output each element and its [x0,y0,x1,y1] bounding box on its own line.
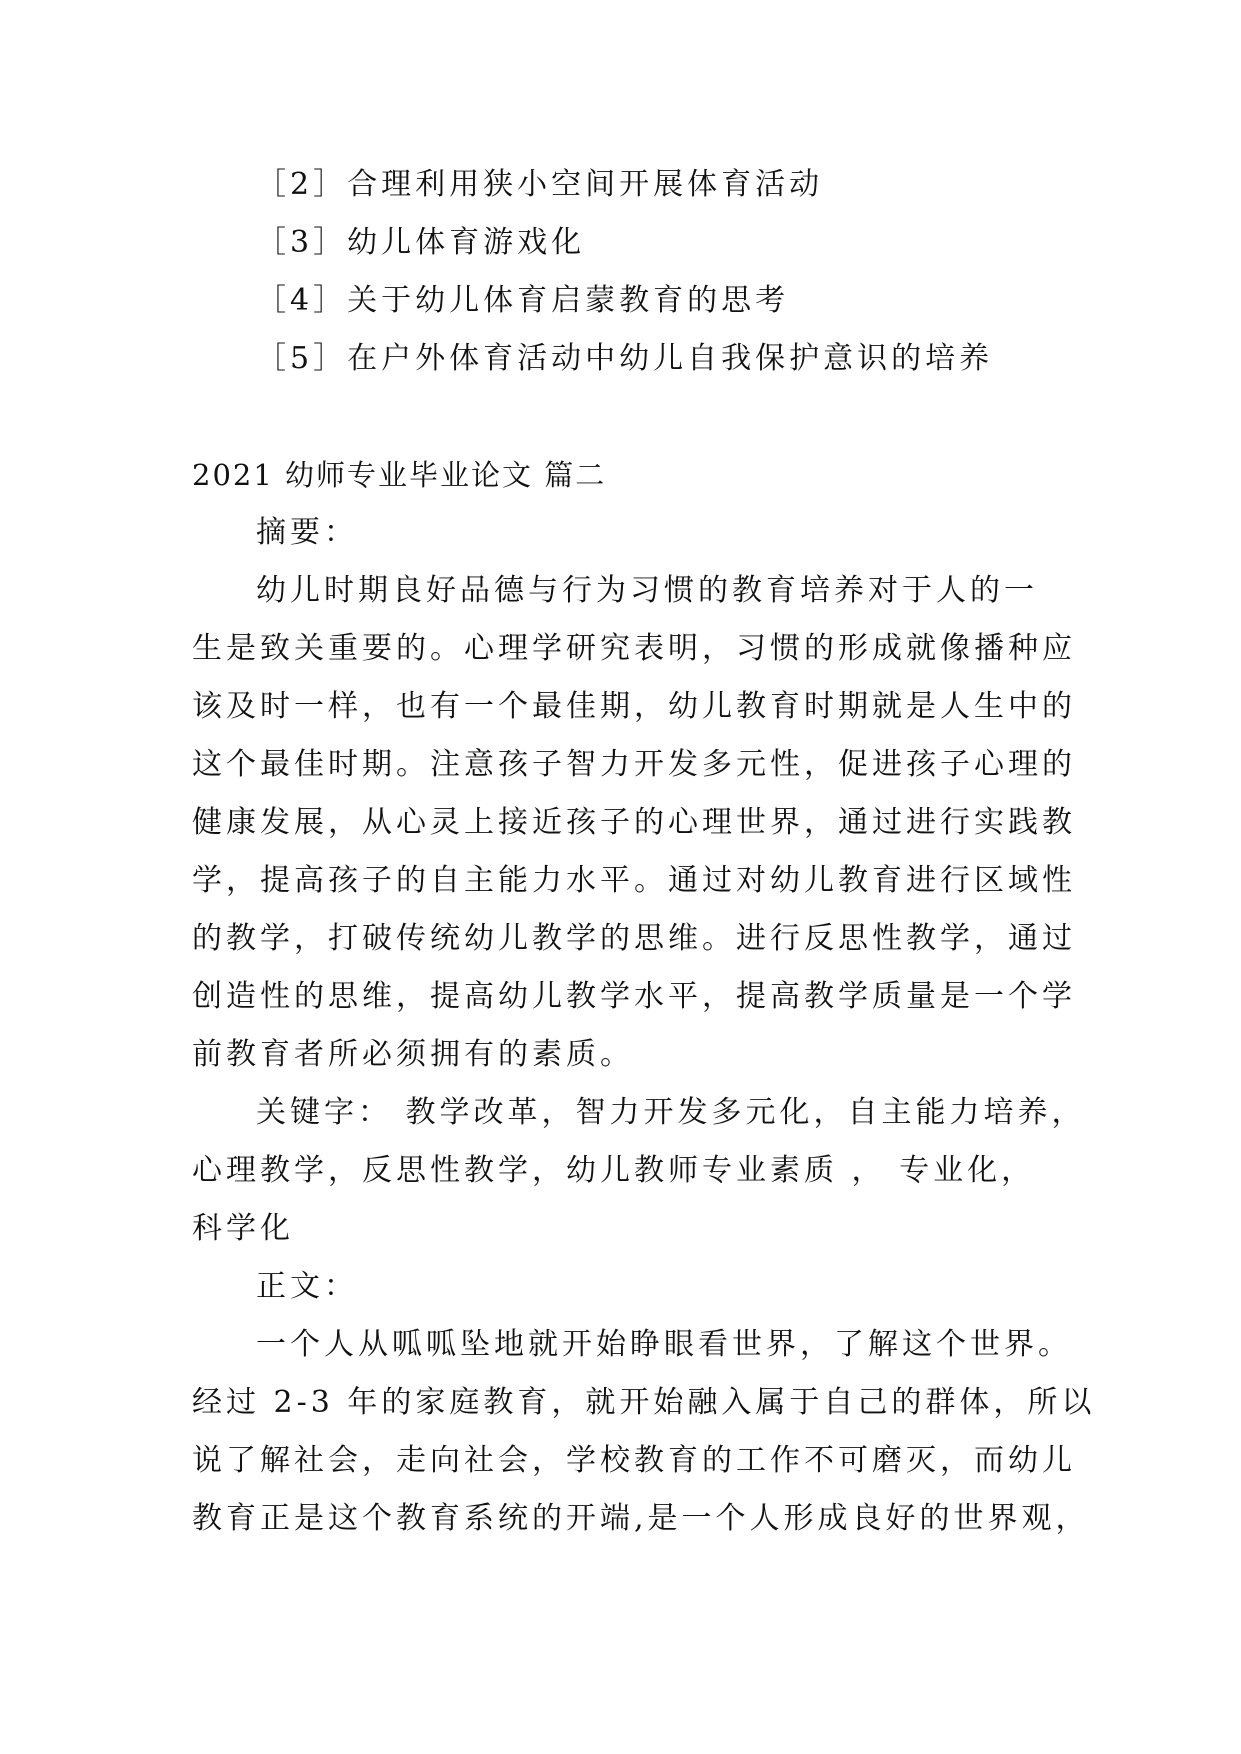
abstract-line: 生是致关重要的。心理学研究表明，习惯的形成就像播种应 [192,631,1076,666]
abstract-line: 学，提高孩子的自主能力水平。通过对幼儿教育进行区域性 [192,863,1076,898]
body-line: 教育正是这个教育系统的开端,是一个人形成良好的世界观， [192,1501,1090,1536]
body-line: 一个人从呱呱坠地就开始睁眼看世界，了解这个世界。 [256,1327,1072,1362]
abstract-line: 的教学，打破传统幼儿教学的思维。进行反思性教学，通过 [192,921,1076,956]
body-label: 正文： [256,1269,358,1304]
reference-item: ［5］在户外体育活动中幼儿自我保护意识的培养 [256,341,994,376]
keywords-line: 心理教学，反思性教学，幼儿教师专业素质 ， 专业化， [192,1153,1036,1188]
abstract-line: 这个最佳时期。注意孩子智力开发多元性，促进孩子心理的 [192,747,1076,782]
abstract-label: 摘要： [256,515,358,550]
reference-item: ［2］合理利用狭小空间开展体育活动 [256,167,824,202]
body-line: 说了解社会，走向社会，学校教育的工作不可磨灭，而幼儿 [192,1443,1076,1478]
reference-item: ［3］幼儿体育游戏化 [256,225,586,260]
abstract-line: 该及时一样，也有一个最佳期，幼儿教育时期就是人生中的 [192,689,1076,724]
section-title: 2021 幼师专业毕业论文 篇二 [192,458,607,492]
body-line: 经过 2-3 年的家庭教育，就开始融入属于自己的群体，所以 [192,1385,1096,1420]
abstract-line: 幼儿时期良好品德与行为习惯的教育培养对于人的一 [256,573,1038,608]
keywords-line: 科学化 [192,1211,294,1246]
reference-item: ［4］关于幼儿体育启蒙教育的思考 [256,283,790,318]
abstract-line: 健康发展，从心灵上接近孩子的心理世界，通过进行实践教 [192,805,1076,840]
abstract-line: 前教育者所必须拥有的素质。 [192,1037,634,1072]
keywords-line: 关键字： 教学改革，智力开发多元化，自主能力培养， [256,1095,1086,1130]
abstract-line: 创造性的思维，提高幼儿教学水平，提高教学质量是一个学 [192,979,1076,1014]
